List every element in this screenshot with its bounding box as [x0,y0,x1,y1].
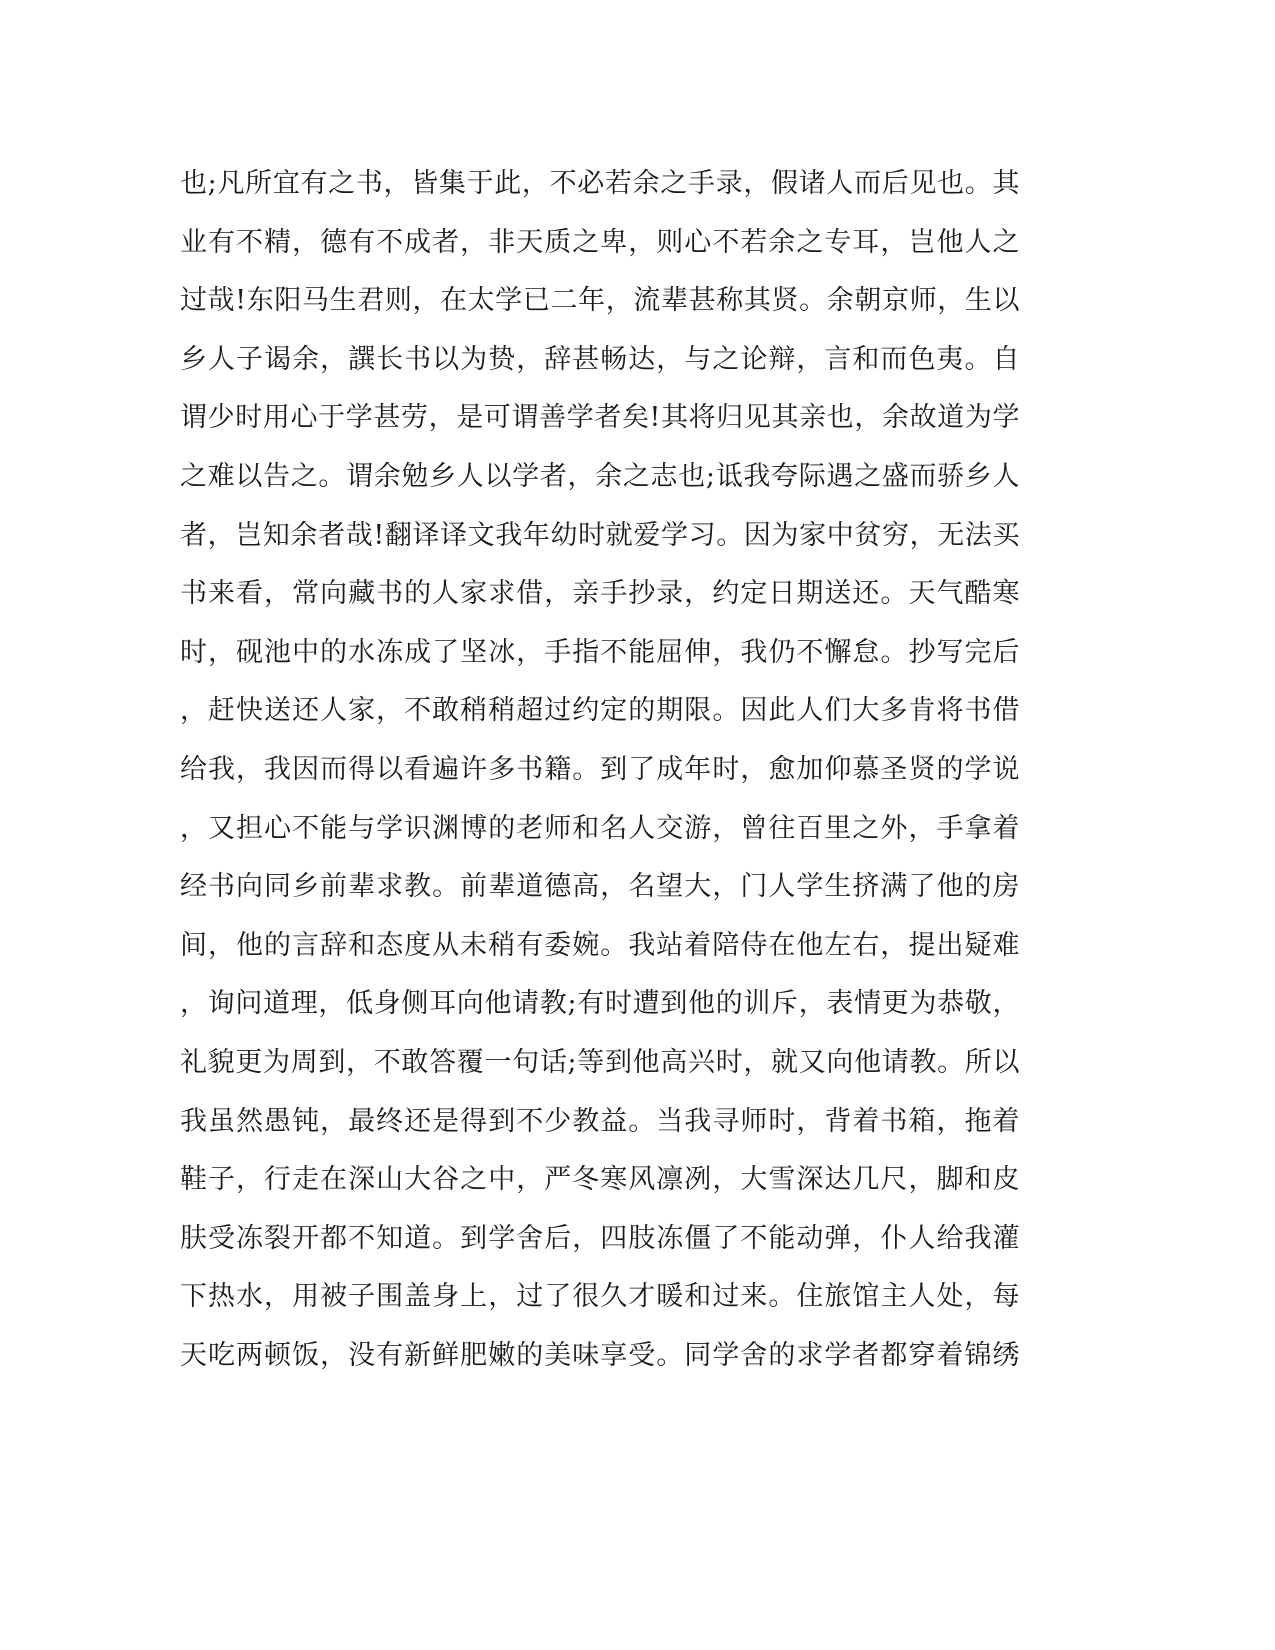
text-line-10: ，赶快送还人家，不敢稍稍超过约定的期限。因此人们大多肯将书借 [180,695,1020,727]
text-line-1: 也;凡所宜有之书，皆集于此，不必若余之手录，假诸人而后见也。其 [180,168,1020,199]
text-line-9: 时，砚池中的水冻成了坚冰，手指不能屈伸，我仍不懈怠。抄写完后 [180,636,1020,668]
text-line-14: 间，他的言辞和态度从未稍有委婉。我站着陪侍在他左右，提出疑难 [180,929,1020,961]
text-line-13: 经书向同乡前辈求教。前辈道德高，名望大，门人学生挤满了他的房 [180,871,1020,903]
text-line-6: 之难以告之。谓余勉乡人以学者，余之志也;诋我夸际遇之盛而骄乡人 [180,460,1020,492]
text-line-19: 肤受冻裂开都不知道。到学舍后，四肢冻僵了不能动弹，仆人给我灌 [180,1222,1020,1254]
text-line-16: 礼貌更为周到，不敢答覆一句话;等到他高兴时，就又向他请教。所以 [180,1046,1020,1078]
text-line-3: 过哉!东阳马生君则，在太学已二年，流辈甚称其贤。余朝京师，生以 [180,285,1020,317]
text-line-21: 天吃两顿饭，没有新鲜肥嫩的美味享受。同学舍的求学者都穿着锦绣 [180,1339,1020,1371]
text-line-4: 乡人子谒余，譔长书以为贽，辞甚畅达，与之论辩，言和而色夷。自 [180,343,1020,375]
text-line-5: 谓少时用心于学甚劳，是可谓善学者矣!其将归见其亲也，余故道为学 [180,402,1020,434]
text-line-7: 者，岂知余者哉!翻译译文我年幼时就爱学习。因为家中贫穷，无法买 [180,519,1020,551]
text-line-2: 业有不精，德有不成者，非天质之卑，则心不若余之专耳，岂他人之 [180,226,1020,258]
text-line-8: 书来看，常向藏书的人家求借，亲手抄录，约定日期送还。天气酷寒 [180,578,1020,610]
text-line-15: ，询问道理，低身侧耳向他请教;有时遭到他的训斥，表情更为恭敬， [180,988,1020,1020]
text-line-20: 下热水，用被子围盖身上，过了很久才暖和过来。住旅馆主人处，每 [180,1281,1020,1313]
text-line-12: ，又担心不能与学识渊博的老师和名人交游，曾往百里之外，手拿着 [180,812,1020,844]
text-line-18: 鞋子，行走在深山大谷之中，严冬寒风凛冽，大雪深达几尺，脚和皮 [180,1164,1020,1196]
text-line-17: 我虽然愚钝，最终还是得到不少教益。当我寻师时，背着书箱，拖着 [180,1105,1020,1137]
body-text [180,155,1020,1385]
text-line-11: 给我，我因而得以看遍许多书籍。到了成年时，愈加仰慕圣贤的学说 [180,753,1020,785]
